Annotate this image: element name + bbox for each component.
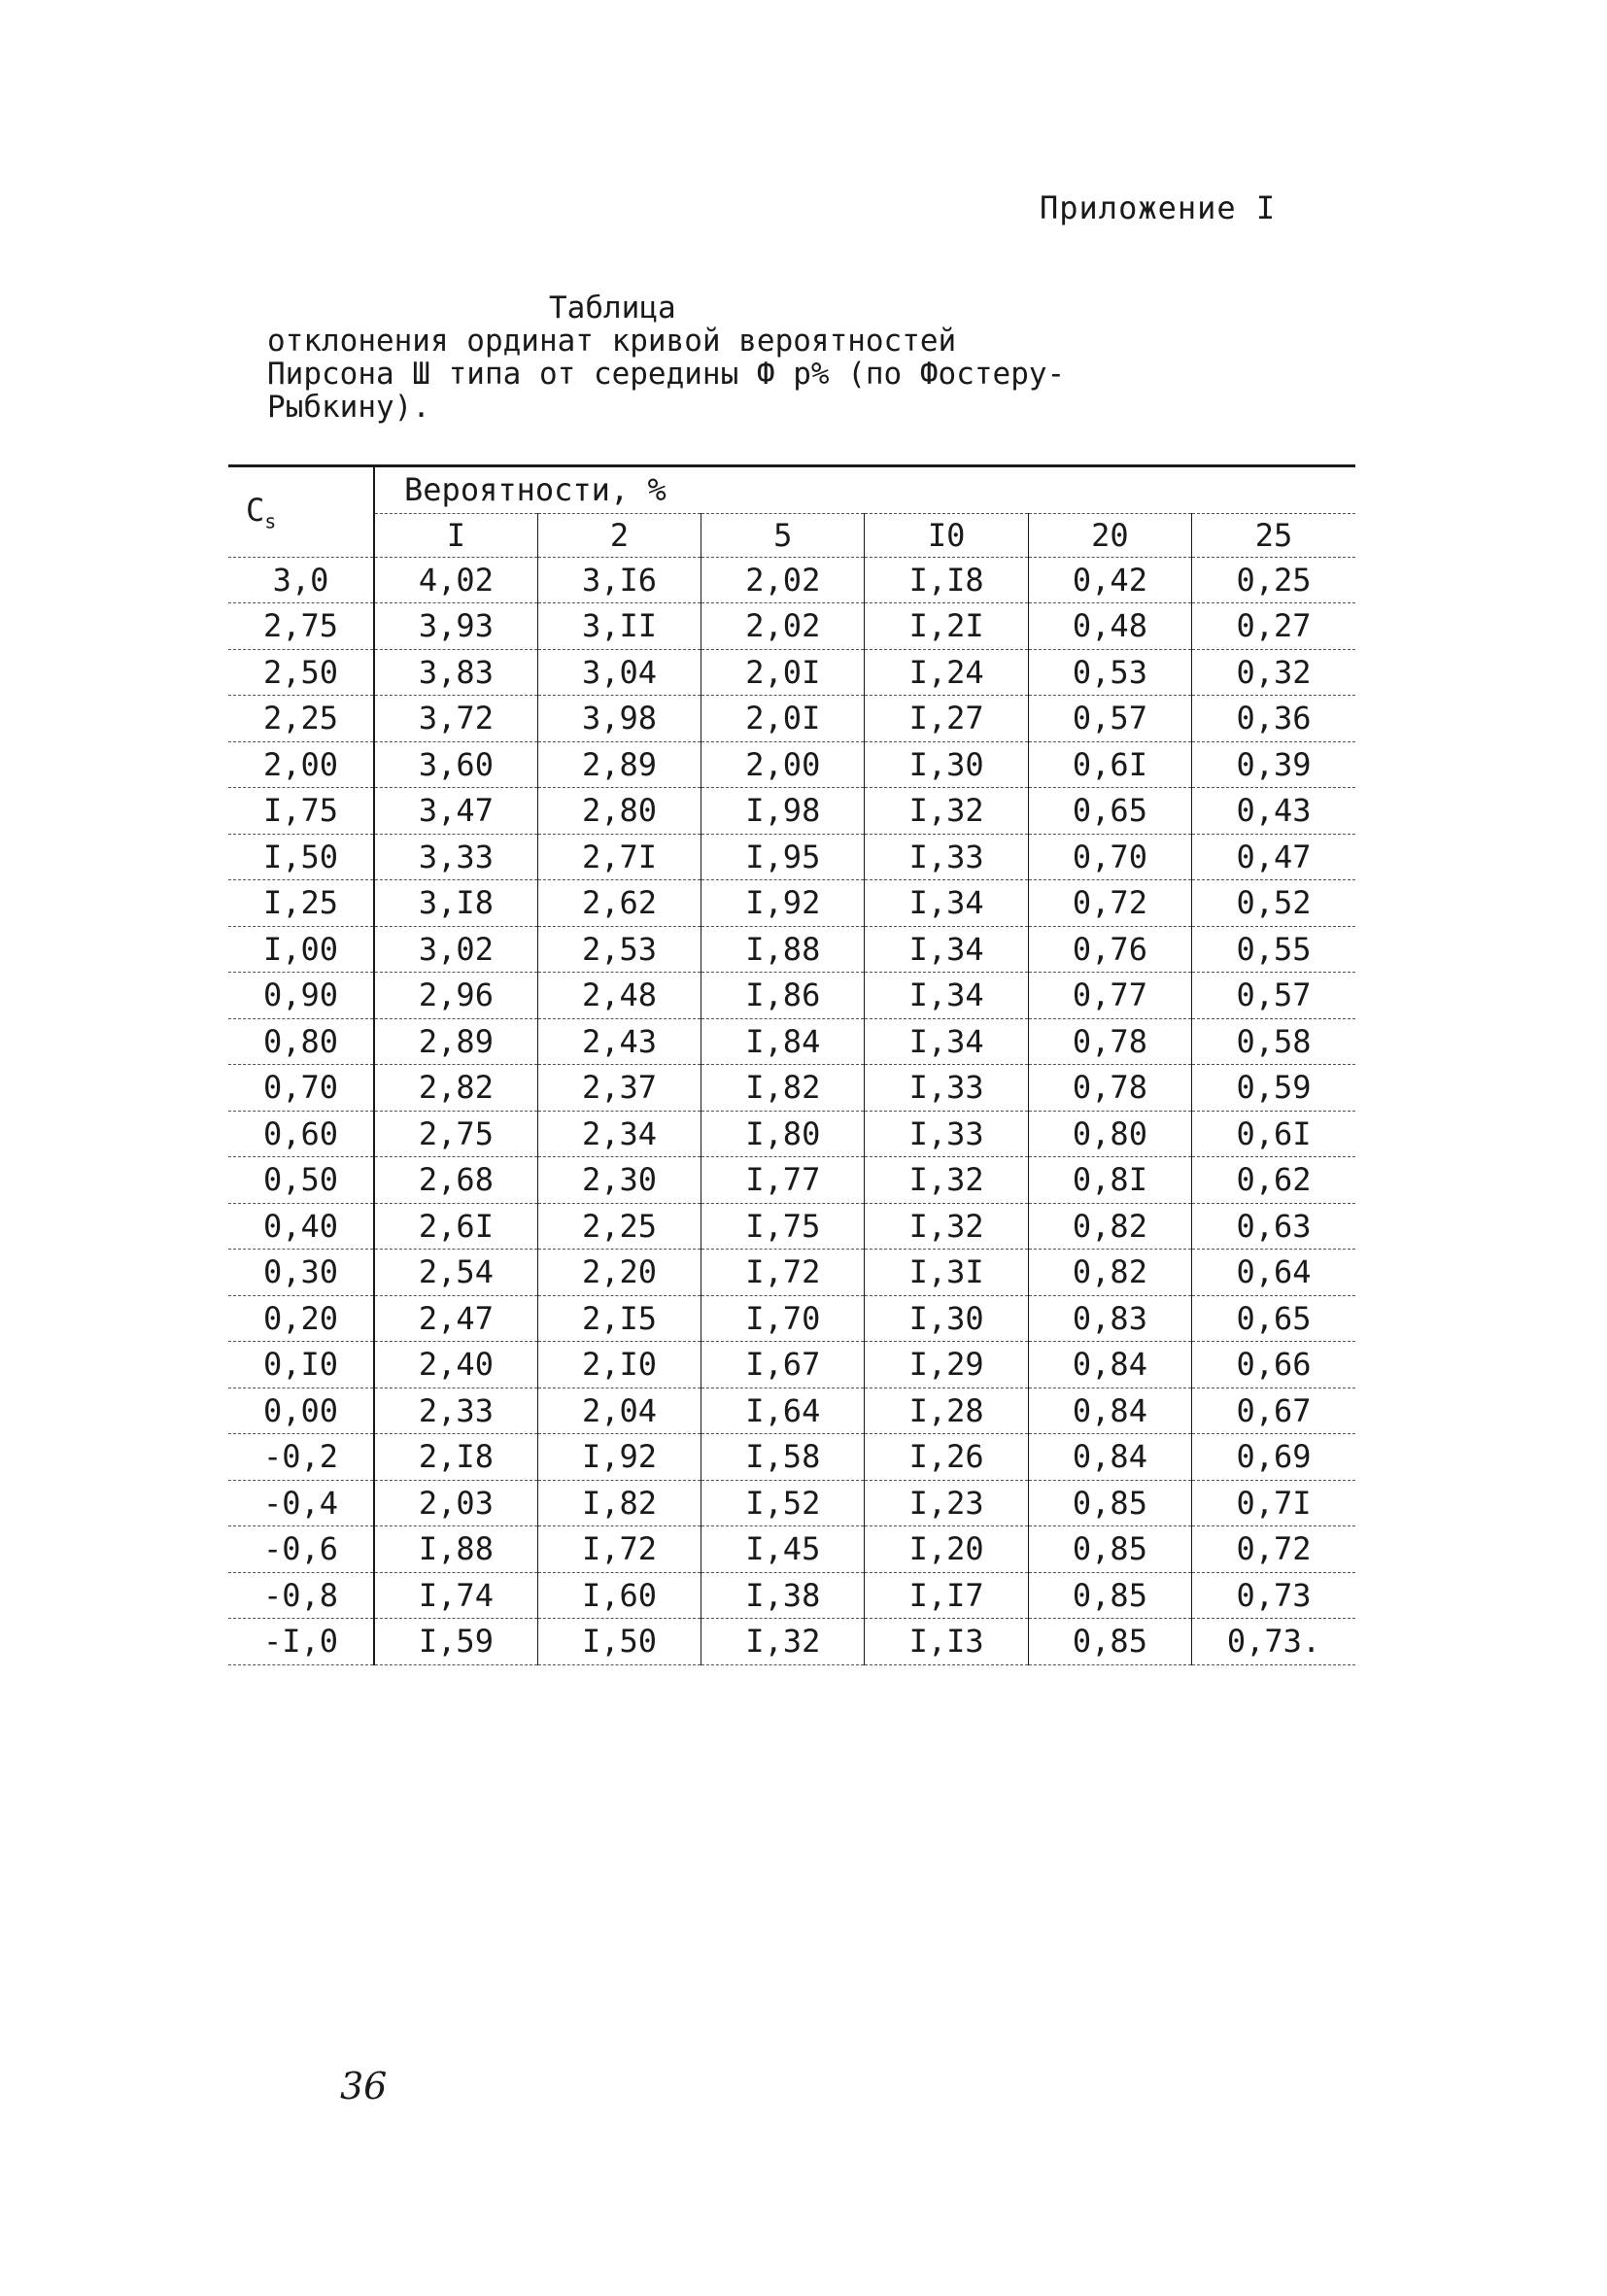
deviation-value-cell: I,28 — [865, 1388, 1028, 1434]
appendix-label: Приложение I — [1040, 189, 1277, 226]
deviation-value-cell: I,29 — [865, 1342, 1028, 1388]
cs-value-cell: I,75 — [228, 788, 374, 835]
deviation-value-cell: I,72 — [701, 1250, 865, 1296]
deviation-value-cell: 3,83 — [374, 649, 537, 696]
deviation-value-cell: 2,02 — [701, 603, 865, 650]
deviation-value-cell: 0,85 — [1028, 1572, 1191, 1619]
deviation-value-cell: 0,47 — [1192, 834, 1355, 880]
deviation-value-cell: 3,II — [537, 603, 701, 650]
deviation-value-cell: 0,77 — [1028, 973, 1191, 1019]
deviation-value-cell: 2,03 — [374, 1480, 537, 1526]
probability-column-header: I0 — [865, 513, 1028, 557]
deviation-value-cell: 0,7I — [1192, 1480, 1355, 1526]
deviation-value-cell: 0,6I — [1028, 741, 1191, 788]
deviation-value-cell: I,30 — [865, 741, 1028, 788]
table-row — [228, 1526, 1355, 1573]
table-row — [228, 1203, 1355, 1250]
cs-value-cell: 0,30 — [228, 1250, 374, 1296]
deviation-value-cell: 0,63 — [1192, 1203, 1355, 1250]
deviation-value-cell: 0,65 — [1192, 1295, 1355, 1342]
cs-value-cell: 0,60 — [228, 1111, 374, 1157]
table-row — [228, 1065, 1355, 1112]
deviation-value-cell: 2,02 — [701, 557, 865, 603]
deviation-value-cell: 0,59 — [1192, 1065, 1355, 1112]
deviation-value-cell: 3,98 — [537, 696, 701, 742]
deviation-value-cell: I,88 — [374, 1526, 537, 1573]
caption-line-1: отклонения ординат кривой вероятностей — [267, 324, 957, 359]
deviation-value-cell: 3,93 — [374, 603, 537, 650]
cs-value-cell: -I,0 — [228, 1619, 374, 1665]
deviation-value-cell: 2,48 — [537, 973, 701, 1019]
deviation-table — [228, 464, 1355, 1665]
deviation-value-cell: 3,02 — [374, 926, 537, 973]
deviation-value-cell: 3,I6 — [537, 557, 701, 603]
cs-value-cell: I,00 — [228, 926, 374, 973]
deviation-value-cell: I,75 — [701, 1203, 865, 1250]
deviation-value-cell: I,24 — [865, 649, 1028, 696]
deviation-value-cell: 0,69 — [1192, 1434, 1355, 1481]
table-row — [228, 880, 1355, 927]
deviation-value-cell: 0,66 — [1192, 1342, 1355, 1388]
deviation-value-cell: I,82 — [701, 1065, 865, 1112]
deviation-value-cell: 0,27 — [1192, 603, 1355, 650]
deviation-value-cell: 0,32 — [1192, 649, 1355, 696]
deviation-value-cell: I,33 — [865, 1065, 1028, 1112]
deviation-value-cell: I,34 — [865, 880, 1028, 927]
deviation-value-cell: 0,84 — [1028, 1342, 1191, 1388]
table-row — [228, 603, 1355, 650]
cs-value-cell: -0,6 — [228, 1526, 374, 1573]
cs-value-cell: 0,20 — [228, 1295, 374, 1342]
table-row — [228, 1295, 1355, 1342]
table-row — [228, 741, 1355, 788]
deviation-value-cell: 0,83 — [1028, 1295, 1191, 1342]
cs-column-header — [228, 466, 374, 558]
cs-value-cell: I,25 — [228, 880, 374, 927]
table-row — [228, 1480, 1355, 1526]
deviation-value-cell: 2,0I — [701, 696, 865, 742]
deviation-value-cell: 0,39 — [1192, 741, 1355, 788]
deviation-value-cell: I,32 — [865, 1203, 1028, 1250]
probability-column-header: 5 — [701, 513, 865, 557]
deviation-value-cell: 0,76 — [1028, 926, 1191, 973]
deviation-value-cell: 2,37 — [537, 1065, 701, 1112]
deviation-value-cell: I,33 — [865, 834, 1028, 880]
deviation-value-cell: 0,8I — [1028, 1157, 1191, 1204]
deviation-value-cell: 2,96 — [374, 973, 537, 1019]
deviation-value-cell: I,34 — [865, 926, 1028, 973]
probability-header-row — [228, 513, 1355, 557]
deviation-value-cell: 0,84 — [1028, 1434, 1191, 1481]
table-row — [228, 1434, 1355, 1481]
table-body — [228, 557, 1355, 1664]
probability-column-header: I — [374, 513, 537, 557]
deviation-value-cell: 2,89 — [537, 741, 701, 788]
deviation-value-cell: I,3I — [865, 1250, 1028, 1296]
deviation-value-cell: 2,47 — [374, 1295, 537, 1342]
probability-column-header: 25 — [1192, 513, 1355, 557]
deviation-value-cell: I,26 — [865, 1434, 1028, 1481]
caption-title: Таблица — [549, 291, 676, 326]
deviation-value-cell: 2,53 — [537, 926, 701, 973]
deviation-value-cell: I,70 — [701, 1295, 865, 1342]
deviation-value-cell: 0,48 — [1028, 603, 1191, 650]
deviation-value-cell: I,I3 — [865, 1619, 1028, 1665]
deviation-value-cell: 2,80 — [537, 788, 701, 835]
probability-column-header: 2 — [537, 513, 701, 557]
deviation-value-cell: I,45 — [701, 1526, 865, 1573]
probability-column-header: 20 — [1028, 513, 1191, 557]
deviation-value-cell: I,86 — [701, 973, 865, 1019]
deviation-value-cell: I,80 — [701, 1111, 865, 1157]
deviation-value-cell: 0,64 — [1192, 1250, 1355, 1296]
deviation-value-cell: 2,I0 — [537, 1342, 701, 1388]
deviation-value-cell: 0,70 — [1028, 834, 1191, 880]
page-number: 36 — [340, 2065, 388, 2108]
deviation-value-cell: 0,57 — [1192, 973, 1355, 1019]
deviation-value-cell: 0,52 — [1192, 880, 1355, 927]
deviation-value-cell: 2,00 — [701, 741, 865, 788]
deviation-value-cell: I,92 — [537, 1434, 701, 1481]
deviation-value-cell: 0,36 — [1192, 696, 1355, 742]
table-row — [228, 1572, 1355, 1619]
deviation-value-cell: 0,65 — [1028, 788, 1191, 835]
deviation-value-cell: 3,33 — [374, 834, 537, 880]
deviation-value-cell: I,32 — [865, 788, 1028, 835]
table-row — [228, 557, 1355, 603]
deviation-value-cell: I,38 — [701, 1572, 865, 1619]
deviation-value-cell: I,95 — [701, 834, 865, 880]
probability-group-header: Вероятности, % — [374, 466, 1355, 514]
cs-value-cell: 2,25 — [228, 696, 374, 742]
table-row — [228, 1342, 1355, 1388]
deviation-value-cell: 0,78 — [1028, 1065, 1191, 1112]
deviation-value-cell: 0,55 — [1192, 926, 1355, 973]
deviation-value-cell: 0,72 — [1028, 880, 1191, 927]
cs-value-cell: 0,50 — [228, 1157, 374, 1204]
deviation-value-cell: 2,40 — [374, 1342, 537, 1388]
deviation-value-cell: I,74 — [374, 1572, 537, 1619]
deviation-value-cell: I,30 — [865, 1295, 1028, 1342]
deviation-value-cell: 0,85 — [1028, 1480, 1191, 1526]
table-row — [228, 649, 1355, 696]
deviation-value-cell: 2,7I — [537, 834, 701, 880]
deviation-value-cell: 2,0I — [701, 649, 865, 696]
deviation-value-cell: 0,85 — [1028, 1526, 1191, 1573]
table-row — [228, 973, 1355, 1019]
table-row — [228, 834, 1355, 880]
deviation-value-cell: 0,82 — [1028, 1250, 1191, 1296]
table-row — [228, 1619, 1355, 1665]
cs-value-cell: -0,2 — [228, 1434, 374, 1481]
deviation-value-cell: 3,I8 — [374, 880, 537, 927]
deviation-value-cell: 0,43 — [1192, 788, 1355, 835]
table-row — [228, 1018, 1355, 1065]
deviation-value-cell: 2,25 — [537, 1203, 701, 1250]
deviation-value-cell: 2,04 — [537, 1388, 701, 1434]
table-row — [228, 926, 1355, 973]
deviation-value-cell: 0,6I — [1192, 1111, 1355, 1157]
deviation-value-cell: I,20 — [865, 1526, 1028, 1573]
deviation-value-cell: 2,34 — [537, 1111, 701, 1157]
deviation-value-cell: I,64 — [701, 1388, 865, 1434]
cs-value-cell: 2,50 — [228, 649, 374, 696]
deviation-value-cell: 2,I8 — [374, 1434, 537, 1481]
deviation-value-cell: I,88 — [701, 926, 865, 973]
deviation-value-cell: I,77 — [701, 1157, 865, 1204]
deviation-value-cell: I,33 — [865, 1111, 1028, 1157]
cs-value-cell: 2,00 — [228, 741, 374, 788]
deviation-value-cell: 0,78 — [1028, 1018, 1191, 1065]
deviation-value-cell: 0,85 — [1028, 1619, 1191, 1665]
deviation-value-cell: 0,80 — [1028, 1111, 1191, 1157]
deviation-value-cell: 2,89 — [374, 1018, 537, 1065]
deviation-value-cell: 2,75 — [374, 1111, 537, 1157]
cs-value-cell: 0,70 — [228, 1065, 374, 1112]
table-row — [228, 1111, 1355, 1157]
deviation-value-cell: 0,58 — [1192, 1018, 1355, 1065]
cs-value-cell: -0,8 — [228, 1572, 374, 1619]
deviation-value-cell: I,82 — [537, 1480, 701, 1526]
deviation-value-cell: 0,72 — [1192, 1526, 1355, 1573]
deviation-table-container — [228, 464, 1355, 1665]
table-row — [228, 1250, 1355, 1296]
cs-symbol: C — [246, 491, 265, 529]
deviation-value-cell: I,98 — [701, 788, 865, 835]
deviation-value-cell: 2,82 — [374, 1065, 537, 1112]
cs-value-cell: 0,I0 — [228, 1342, 374, 1388]
deviation-value-cell: 0,73 — [1192, 1572, 1355, 1619]
table-caption — [267, 291, 1083, 424]
deviation-value-cell: 2,62 — [537, 880, 701, 927]
deviation-value-cell: I,23 — [865, 1480, 1028, 1526]
deviation-value-cell: I,50 — [537, 1619, 701, 1665]
deviation-value-cell: 0,84 — [1028, 1388, 1191, 1434]
deviation-value-cell: 3,04 — [537, 649, 701, 696]
deviation-value-cell: I,34 — [865, 1018, 1028, 1065]
deviation-value-cell: 4,02 — [374, 557, 537, 603]
deviation-value-cell: 3,72 — [374, 696, 537, 742]
deviation-value-cell: I,59 — [374, 1619, 537, 1665]
deviation-value-cell: 2,68 — [374, 1157, 537, 1204]
cs-value-cell: 0,80 — [228, 1018, 374, 1065]
deviation-value-cell: I,58 — [701, 1434, 865, 1481]
deviation-value-cell: I,I8 — [865, 557, 1028, 603]
deviation-value-cell: I,2I — [865, 603, 1028, 650]
caption-line-2: Пирсона Ш типа от середины Ф р% (по Фостеру- — [267, 357, 1066, 392]
cs-value-cell: -0,4 — [228, 1480, 374, 1526]
cs-subscript: s — [264, 508, 277, 532]
table-row — [228, 696, 1355, 742]
deviation-value-cell: I,34 — [865, 973, 1028, 1019]
deviation-value-cell: I,60 — [537, 1572, 701, 1619]
deviation-value-cell: 0,73. — [1192, 1619, 1355, 1665]
deviation-value-cell: I,32 — [701, 1619, 865, 1665]
deviation-value-cell: I,84 — [701, 1018, 865, 1065]
deviation-value-cell: I,32 — [865, 1157, 1028, 1204]
deviation-value-cell: 3,47 — [374, 788, 537, 835]
deviation-value-cell: 0,67 — [1192, 1388, 1355, 1434]
deviation-value-cell: I,67 — [701, 1342, 865, 1388]
cs-value-cell: 0,90 — [228, 973, 374, 1019]
caption-line-3: Рыбкину). — [267, 390, 430, 425]
table-row — [228, 1388, 1355, 1434]
deviation-value-cell: 0,25 — [1192, 557, 1355, 603]
deviation-value-cell: I,52 — [701, 1480, 865, 1526]
deviation-value-cell: 2,54 — [374, 1250, 537, 1296]
deviation-value-cell: 2,I5 — [537, 1295, 701, 1342]
cs-value-cell: 3,0 — [228, 557, 374, 603]
deviation-value-cell: I,I7 — [865, 1572, 1028, 1619]
cs-value-cell: 2,75 — [228, 603, 374, 650]
deviation-value-cell: 0,42 — [1028, 557, 1191, 603]
table-row — [228, 788, 1355, 835]
cs-value-cell: 0,40 — [228, 1203, 374, 1250]
deviation-value-cell: 3,60 — [374, 741, 537, 788]
deviation-value-cell: 2,30 — [537, 1157, 701, 1204]
deviation-value-cell: 2,43 — [537, 1018, 701, 1065]
deviation-value-cell: 0,62 — [1192, 1157, 1355, 1204]
deviation-value-cell: 2,33 — [374, 1388, 537, 1434]
deviation-value-cell: 2,6I — [374, 1203, 537, 1250]
deviation-value-cell: 0,82 — [1028, 1203, 1191, 1250]
deviation-value-cell: 0,53 — [1028, 649, 1191, 696]
deviation-value-cell: I,92 — [701, 880, 865, 927]
cs-value-cell: I,50 — [228, 834, 374, 880]
deviation-value-cell: 2,20 — [537, 1250, 701, 1296]
table-row — [228, 1157, 1355, 1204]
deviation-value-cell: I,27 — [865, 696, 1028, 742]
cs-value-cell: 0,00 — [228, 1388, 374, 1434]
deviation-value-cell: I,72 — [537, 1526, 701, 1573]
deviation-value-cell: 0,57 — [1028, 696, 1191, 742]
